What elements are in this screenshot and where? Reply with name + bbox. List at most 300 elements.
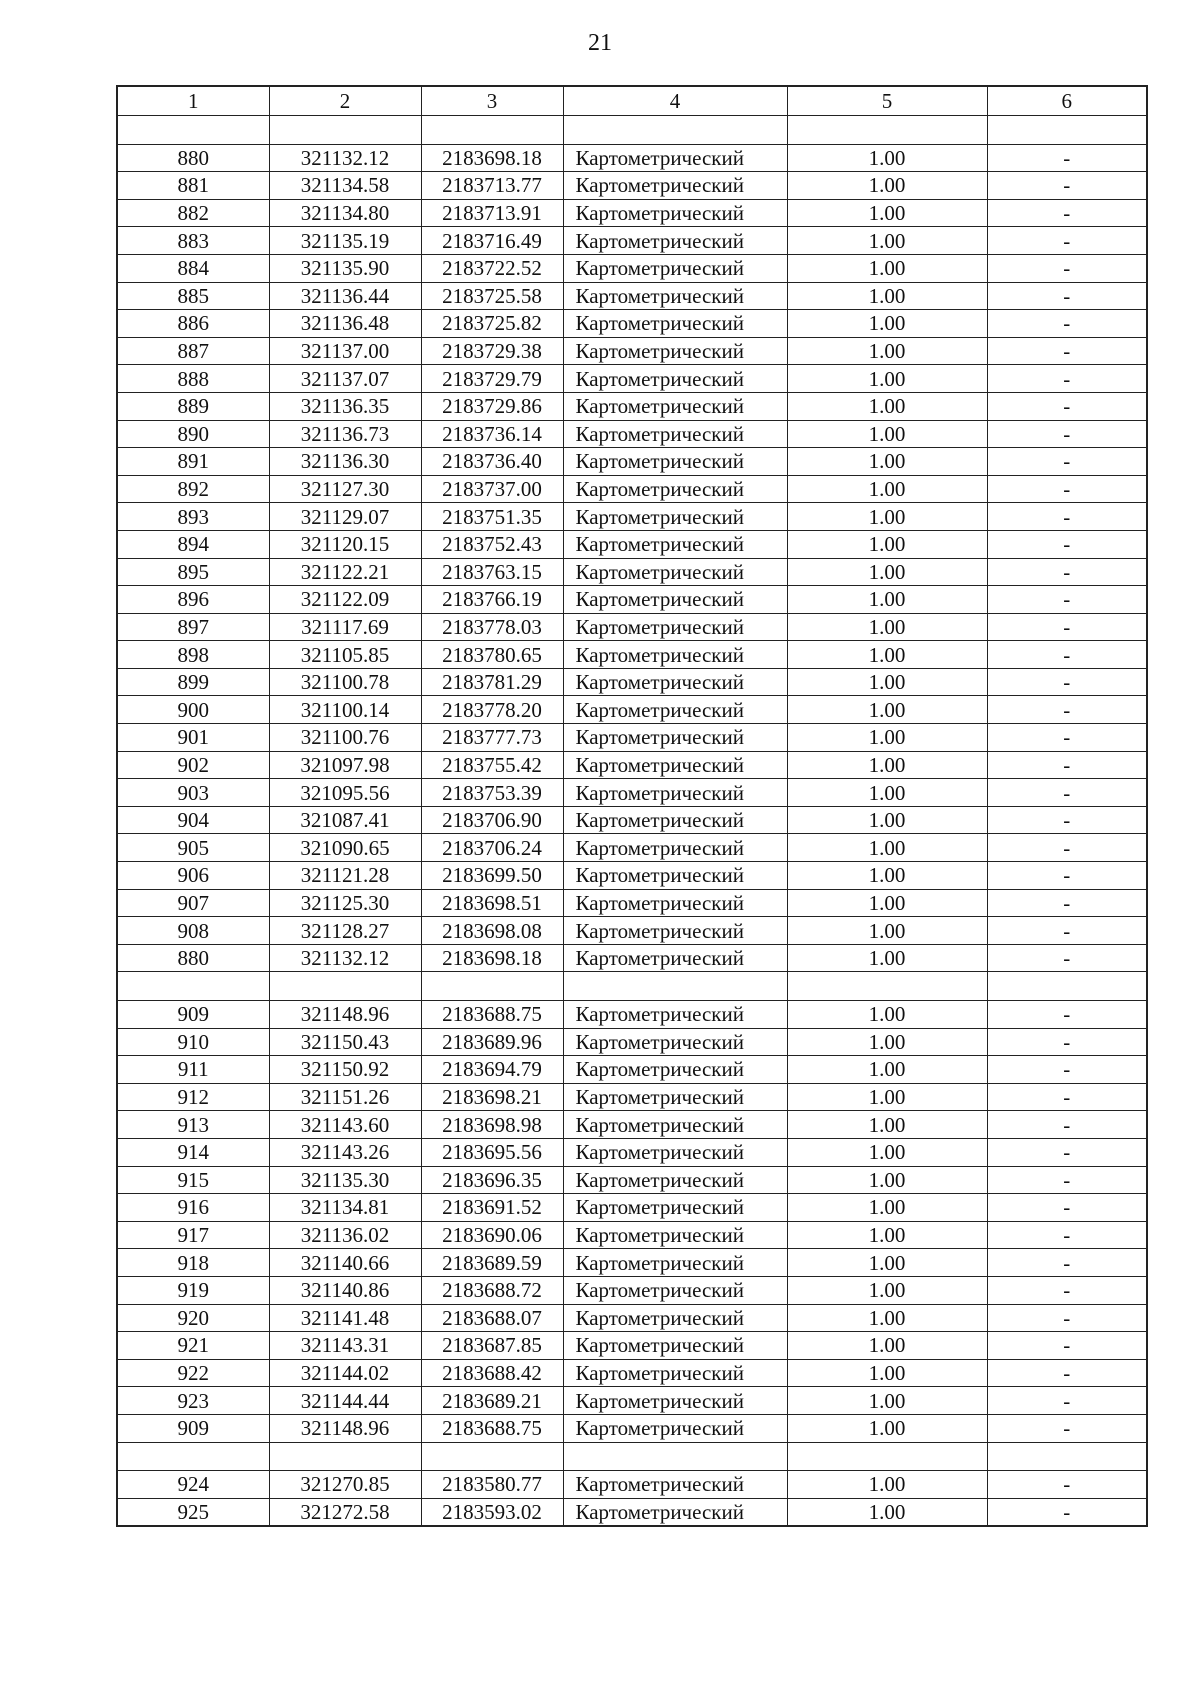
y-coordinate-cell: 2183689.96 — [421, 1028, 563, 1056]
table-row — [117, 944, 1147, 972]
x-coordinate-cell: 321136.02 — [269, 1221, 421, 1249]
method-cell: Картометрический — [563, 1471, 787, 1499]
table-row — [117, 696, 1147, 724]
point-number-cell: 888 — [117, 365, 269, 393]
table-row — [117, 1387, 1147, 1415]
accuracy-cell: 1.00 — [787, 392, 987, 420]
y-coordinate-cell: 2183695.56 — [421, 1138, 563, 1166]
method-cell: Картометрический — [563, 172, 787, 200]
table-row — [117, 558, 1147, 586]
point-number-cell: 897 — [117, 613, 269, 641]
point-number-cell: 896 — [117, 586, 269, 614]
x-coordinate-cell: 321122.21 — [269, 558, 421, 586]
table-row — [117, 172, 1147, 200]
accuracy-cell: 1.00 — [787, 1001, 987, 1029]
x-coordinate-cell: 321132.12 — [269, 144, 421, 172]
y-coordinate-cell: 2183752.43 — [421, 530, 563, 558]
column-header-5: 5 — [787, 86, 987, 116]
y-coordinate-cell: 2183691.52 — [421, 1194, 563, 1222]
method-cell: Картометрический — [563, 751, 787, 779]
description-cell: - — [987, 1083, 1147, 1111]
x-coordinate-cell: 321129.07 — [269, 503, 421, 531]
accuracy-cell: 1.00 — [787, 420, 987, 448]
y-coordinate-cell: 2183729.79 — [421, 365, 563, 393]
description-cell: - — [987, 503, 1147, 531]
table-spacer-row — [117, 116, 1147, 145]
description-cell: - — [987, 1138, 1147, 1166]
accuracy-cell: 1.00 — [787, 779, 987, 807]
point-number-cell: 913 — [117, 1111, 269, 1139]
description-cell: - — [987, 751, 1147, 779]
y-coordinate-cell: 2183688.75 — [421, 1414, 563, 1442]
x-coordinate-cell: 321134.81 — [269, 1194, 421, 1222]
table-row — [117, 1471, 1147, 1499]
empty-cell — [987, 116, 1147, 145]
x-coordinate-cell: 321128.27 — [269, 917, 421, 945]
x-coordinate-cell: 321270.85 — [269, 1471, 421, 1499]
method-cell: Картометрический — [563, 1194, 787, 1222]
table-row — [117, 1276, 1147, 1304]
description-cell: - — [987, 1166, 1147, 1194]
point-number-cell: 905 — [117, 834, 269, 862]
method-cell: Картометрический — [563, 392, 787, 420]
y-coordinate-cell: 2183688.72 — [421, 1276, 563, 1304]
accuracy-cell: 1.00 — [787, 1056, 987, 1084]
method-cell: Картометрический — [563, 1498, 787, 1526]
x-coordinate-cell: 321143.31 — [269, 1332, 421, 1360]
description-cell: - — [987, 1387, 1147, 1415]
accuracy-cell: 1.00 — [787, 724, 987, 752]
y-coordinate-cell: 2183755.42 — [421, 751, 563, 779]
x-coordinate-cell: 321135.90 — [269, 254, 421, 282]
accuracy-cell: 1.00 — [787, 1387, 987, 1415]
x-coordinate-cell: 321117.69 — [269, 613, 421, 641]
y-coordinate-cell: 2183780.65 — [421, 641, 563, 669]
point-number-cell: 909 — [117, 1414, 269, 1442]
description-cell: - — [987, 1332, 1147, 1360]
accuracy-cell: 1.00 — [787, 1111, 987, 1139]
table-row — [117, 1056, 1147, 1084]
empty-cell — [269, 1442, 421, 1471]
method-cell: Картометрический — [563, 1221, 787, 1249]
accuracy-cell: 1.00 — [787, 806, 987, 834]
accuracy-cell: 1.00 — [787, 1083, 987, 1111]
point-number-cell: 920 — [117, 1304, 269, 1332]
point-number-cell: 899 — [117, 668, 269, 696]
method-cell: Картометрический — [563, 254, 787, 282]
accuracy-cell: 1.00 — [787, 944, 987, 972]
y-coordinate-cell: 2183713.77 — [421, 172, 563, 200]
point-number-cell: 885 — [117, 282, 269, 310]
accuracy-cell: 1.00 — [787, 1304, 987, 1332]
point-number-cell: 902 — [117, 751, 269, 779]
table-row — [117, 1414, 1147, 1442]
method-cell: Картометрический — [563, 1249, 787, 1277]
description-cell: - — [987, 917, 1147, 945]
y-coordinate-cell: 2183753.39 — [421, 779, 563, 807]
point-number-cell: 895 — [117, 558, 269, 586]
y-coordinate-cell: 2183751.35 — [421, 503, 563, 531]
description-cell: - — [987, 365, 1147, 393]
description-cell: - — [987, 558, 1147, 586]
accuracy-cell: 1.00 — [787, 199, 987, 227]
accuracy-cell: 1.00 — [787, 172, 987, 200]
method-cell: Картометрический — [563, 1304, 787, 1332]
accuracy-cell: 1.00 — [787, 558, 987, 586]
description-cell: - — [987, 1498, 1147, 1526]
description-cell: - — [987, 1414, 1147, 1442]
description-cell: - — [987, 144, 1147, 172]
accuracy-cell: 1.00 — [787, 751, 987, 779]
point-number-cell: 893 — [117, 503, 269, 531]
method-cell: Картометрический — [563, 613, 787, 641]
point-number-cell: 887 — [117, 337, 269, 365]
x-coordinate-cell: 321144.44 — [269, 1387, 421, 1415]
accuracy-cell: 1.00 — [787, 365, 987, 393]
method-cell: Картометрический — [563, 834, 787, 862]
x-coordinate-cell: 321150.92 — [269, 1056, 421, 1084]
column-header-1: 1 — [117, 86, 269, 116]
point-number-cell: 916 — [117, 1194, 269, 1222]
point-number-cell: 903 — [117, 779, 269, 807]
header-row — [117, 86, 1147, 116]
accuracy-cell: 1.00 — [787, 586, 987, 614]
accuracy-cell: 1.00 — [787, 144, 987, 172]
method-cell: Картометрический — [563, 724, 787, 752]
table-row — [117, 310, 1147, 338]
description-cell: - — [987, 448, 1147, 476]
x-coordinate-cell: 321143.26 — [269, 1138, 421, 1166]
point-number-cell: 915 — [117, 1166, 269, 1194]
table-row — [117, 724, 1147, 752]
method-cell: Картометрический — [563, 503, 787, 531]
empty-cell — [787, 1442, 987, 1471]
y-coordinate-cell: 2183689.59 — [421, 1249, 563, 1277]
y-coordinate-cell: 2183778.03 — [421, 613, 563, 641]
empty-cell — [987, 972, 1147, 1001]
description-cell: - — [987, 641, 1147, 669]
column-header-6: 6 — [987, 86, 1147, 116]
point-number-cell: 880 — [117, 944, 269, 972]
method-cell: Картометрический — [563, 1359, 787, 1387]
description-cell: - — [987, 1111, 1147, 1139]
description-cell: - — [987, 1194, 1147, 1222]
method-cell: Картометрический — [563, 1276, 787, 1304]
point-number-cell: 901 — [117, 724, 269, 752]
table-row — [117, 530, 1147, 558]
x-coordinate-cell: 321100.76 — [269, 724, 421, 752]
y-coordinate-cell: 2183706.24 — [421, 834, 563, 862]
table-row — [117, 199, 1147, 227]
point-number-cell: 914 — [117, 1138, 269, 1166]
point-number-cell: 919 — [117, 1276, 269, 1304]
description-cell: - — [987, 1471, 1147, 1499]
table-row — [117, 779, 1147, 807]
y-coordinate-cell: 2183688.07 — [421, 1304, 563, 1332]
description-cell: - — [987, 862, 1147, 890]
description-cell: - — [987, 227, 1147, 255]
point-number-cell: 921 — [117, 1332, 269, 1360]
table-row — [117, 917, 1147, 945]
x-coordinate-cell: 321148.96 — [269, 1414, 421, 1442]
table-row — [117, 1138, 1147, 1166]
description-cell: - — [987, 779, 1147, 807]
empty-cell — [117, 972, 269, 1001]
method-cell: Картометрический — [563, 917, 787, 945]
y-coordinate-cell: 2183722.52 — [421, 254, 563, 282]
table-row — [117, 1498, 1147, 1526]
table-row — [117, 392, 1147, 420]
accuracy-cell: 1.00 — [787, 668, 987, 696]
y-coordinate-cell: 2183698.21 — [421, 1083, 563, 1111]
table-row — [117, 144, 1147, 172]
accuracy-cell: 1.00 — [787, 254, 987, 282]
accuracy-cell: 1.00 — [787, 1028, 987, 1056]
accuracy-cell: 1.00 — [787, 889, 987, 917]
method-cell: Картометрический — [563, 227, 787, 255]
x-coordinate-cell: 321095.56 — [269, 779, 421, 807]
point-number-cell: 900 — [117, 696, 269, 724]
x-coordinate-cell: 321135.30 — [269, 1166, 421, 1194]
method-cell: Картометрический — [563, 1332, 787, 1360]
empty-cell — [563, 116, 787, 145]
table-row — [117, 420, 1147, 448]
y-coordinate-cell: 2183713.91 — [421, 199, 563, 227]
method-cell: Картометрический — [563, 668, 787, 696]
y-coordinate-cell: 2183580.77 — [421, 1471, 563, 1499]
page-number: 21 — [588, 30, 612, 56]
accuracy-cell: 1.00 — [787, 310, 987, 338]
y-coordinate-cell: 2183725.82 — [421, 310, 563, 338]
x-coordinate-cell: 321097.98 — [269, 751, 421, 779]
x-coordinate-cell: 321132.12 — [269, 944, 421, 972]
method-cell: Картометрический — [563, 1166, 787, 1194]
description-cell: - — [987, 172, 1147, 200]
point-number-cell: 892 — [117, 475, 269, 503]
accuracy-cell: 1.00 — [787, 530, 987, 558]
table-row — [117, 1001, 1147, 1029]
x-coordinate-cell: 321134.58 — [269, 172, 421, 200]
point-number-cell: 908 — [117, 917, 269, 945]
table-row — [117, 1304, 1147, 1332]
table-row — [117, 1194, 1147, 1222]
accuracy-cell: 1.00 — [787, 1332, 987, 1360]
description-cell: - — [987, 310, 1147, 338]
table-row — [117, 641, 1147, 669]
empty-cell — [563, 972, 787, 1001]
point-number-cell: 894 — [117, 530, 269, 558]
empty-cell — [117, 116, 269, 145]
accuracy-cell: 1.00 — [787, 337, 987, 365]
point-number-cell: 925 — [117, 1498, 269, 1526]
point-number-cell: 923 — [117, 1387, 269, 1415]
empty-cell — [787, 972, 987, 1001]
point-number-cell: 890 — [117, 420, 269, 448]
y-coordinate-cell: 2183777.73 — [421, 724, 563, 752]
point-number-cell: 891 — [117, 448, 269, 476]
method-cell: Картометрический — [563, 641, 787, 669]
description-cell: - — [987, 199, 1147, 227]
table-row — [117, 668, 1147, 696]
x-coordinate-cell: 321100.78 — [269, 668, 421, 696]
point-number-cell: 911 — [117, 1056, 269, 1084]
method-cell: Картометрический — [563, 1414, 787, 1442]
y-coordinate-cell: 2183737.00 — [421, 475, 563, 503]
point-number-cell: 904 — [117, 806, 269, 834]
x-coordinate-cell: 321137.07 — [269, 365, 421, 393]
description-cell: - — [987, 1304, 1147, 1332]
y-coordinate-cell: 2183698.51 — [421, 889, 563, 917]
empty-cell — [269, 972, 421, 1001]
method-cell: Картометрический — [563, 1138, 787, 1166]
description-cell: - — [987, 282, 1147, 310]
accuracy-cell: 1.00 — [787, 613, 987, 641]
method-cell: Картометрический — [563, 144, 787, 172]
description-cell: - — [987, 337, 1147, 365]
method-cell: Картометрический — [563, 1028, 787, 1056]
x-coordinate-cell: 321140.66 — [269, 1249, 421, 1277]
x-coordinate-cell: 321122.09 — [269, 586, 421, 614]
description-cell: - — [987, 724, 1147, 752]
accuracy-cell: 1.00 — [787, 475, 987, 503]
accuracy-cell: 1.00 — [787, 503, 987, 531]
y-coordinate-cell: 2183766.19 — [421, 586, 563, 614]
method-cell: Картометрический — [563, 558, 787, 586]
description-cell: - — [987, 475, 1147, 503]
description-cell: - — [987, 420, 1147, 448]
description-cell: - — [987, 1359, 1147, 1387]
empty-cell — [563, 1442, 787, 1471]
y-coordinate-cell: 2183725.58 — [421, 282, 563, 310]
accuracy-cell: 1.00 — [787, 1276, 987, 1304]
table-row — [117, 806, 1147, 834]
empty-cell — [117, 1442, 269, 1471]
method-cell: Картометрический — [563, 779, 787, 807]
y-coordinate-cell: 2183694.79 — [421, 1056, 563, 1084]
x-coordinate-cell: 321143.60 — [269, 1111, 421, 1139]
empty-cell — [987, 1442, 1147, 1471]
description-cell: - — [987, 613, 1147, 641]
description-cell: - — [987, 1276, 1147, 1304]
description-cell: - — [987, 530, 1147, 558]
table-row — [117, 1359, 1147, 1387]
y-coordinate-cell: 2183593.02 — [421, 1498, 563, 1526]
accuracy-cell: 1.00 — [787, 1359, 987, 1387]
y-coordinate-cell: 2183736.14 — [421, 420, 563, 448]
point-number-cell: 880 — [117, 144, 269, 172]
y-coordinate-cell: 2183729.38 — [421, 337, 563, 365]
table-row — [117, 1221, 1147, 1249]
point-number-cell: 918 — [117, 1249, 269, 1277]
accuracy-cell: 1.00 — [787, 282, 987, 310]
y-coordinate-cell: 2183698.98 — [421, 1111, 563, 1139]
table-row — [117, 503, 1147, 531]
point-number-cell: 882 — [117, 199, 269, 227]
x-coordinate-cell: 321136.30 — [269, 448, 421, 476]
point-number-cell: 883 — [117, 227, 269, 255]
accuracy-cell: 1.00 — [787, 1414, 987, 1442]
empty-cell — [421, 1442, 563, 1471]
y-coordinate-cell: 2183763.15 — [421, 558, 563, 586]
method-cell: Картометрический — [563, 365, 787, 393]
point-number-cell: 881 — [117, 172, 269, 200]
point-number-cell: 889 — [117, 392, 269, 420]
x-coordinate-cell: 321125.30 — [269, 889, 421, 917]
point-number-cell: 924 — [117, 1471, 269, 1499]
accuracy-cell: 1.00 — [787, 1194, 987, 1222]
point-number-cell: 909 — [117, 1001, 269, 1029]
method-cell: Картометрический — [563, 1001, 787, 1029]
y-coordinate-cell: 2183698.08 — [421, 917, 563, 945]
method-cell: Картометрический — [563, 1083, 787, 1111]
accuracy-cell: 1.00 — [787, 227, 987, 255]
method-cell: Картометрический — [563, 1111, 787, 1139]
point-number-cell: 910 — [117, 1028, 269, 1056]
x-coordinate-cell: 321087.41 — [269, 806, 421, 834]
table-row — [117, 1166, 1147, 1194]
table-row — [117, 613, 1147, 641]
table-row — [117, 1083, 1147, 1111]
description-cell: - — [987, 696, 1147, 724]
coordinates-table — [116, 85, 1148, 1527]
empty-cell — [421, 972, 563, 1001]
description-cell: - — [987, 944, 1147, 972]
x-coordinate-cell: 321121.28 — [269, 862, 421, 890]
method-cell: Картометрический — [563, 420, 787, 448]
point-number-cell: 912 — [117, 1083, 269, 1111]
table-row — [117, 365, 1147, 393]
point-number-cell: 884 — [117, 254, 269, 282]
x-coordinate-cell: 321135.19 — [269, 227, 421, 255]
accuracy-cell: 1.00 — [787, 862, 987, 890]
x-coordinate-cell: 321134.80 — [269, 199, 421, 227]
x-coordinate-cell: 321136.35 — [269, 392, 421, 420]
description-cell: - — [987, 1056, 1147, 1084]
method-cell: Картометрический — [563, 862, 787, 890]
table-body — [117, 116, 1147, 1527]
x-coordinate-cell: 321150.43 — [269, 1028, 421, 1056]
description-cell: - — [987, 254, 1147, 282]
x-coordinate-cell: 321090.65 — [269, 834, 421, 862]
description-cell: - — [987, 1221, 1147, 1249]
method-cell: Картометрический — [563, 199, 787, 227]
table-row — [117, 586, 1147, 614]
method-cell: Картометрический — [563, 586, 787, 614]
table-row — [117, 282, 1147, 310]
accuracy-cell: 1.00 — [787, 1249, 987, 1277]
table-row — [117, 254, 1147, 282]
table-row — [117, 1111, 1147, 1139]
x-coordinate-cell: 321151.26 — [269, 1083, 421, 1111]
table-row — [117, 1249, 1147, 1277]
description-cell: - — [987, 1001, 1147, 1029]
empty-cell — [787, 116, 987, 145]
y-coordinate-cell: 2183696.35 — [421, 1166, 563, 1194]
method-cell: Картометрический — [563, 530, 787, 558]
table-row — [117, 448, 1147, 476]
x-coordinate-cell: 321136.48 — [269, 310, 421, 338]
table-spacer-row — [117, 972, 1147, 1001]
description-cell: - — [987, 834, 1147, 862]
description-cell: - — [987, 1028, 1147, 1056]
y-coordinate-cell: 2183687.85 — [421, 1332, 563, 1360]
y-coordinate-cell: 2183716.49 — [421, 227, 563, 255]
method-cell: Картометрический — [563, 1387, 787, 1415]
point-number-cell: 906 — [117, 862, 269, 890]
table-row — [117, 475, 1147, 503]
accuracy-cell: 1.00 — [787, 1471, 987, 1499]
y-coordinate-cell: 2183688.42 — [421, 1359, 563, 1387]
